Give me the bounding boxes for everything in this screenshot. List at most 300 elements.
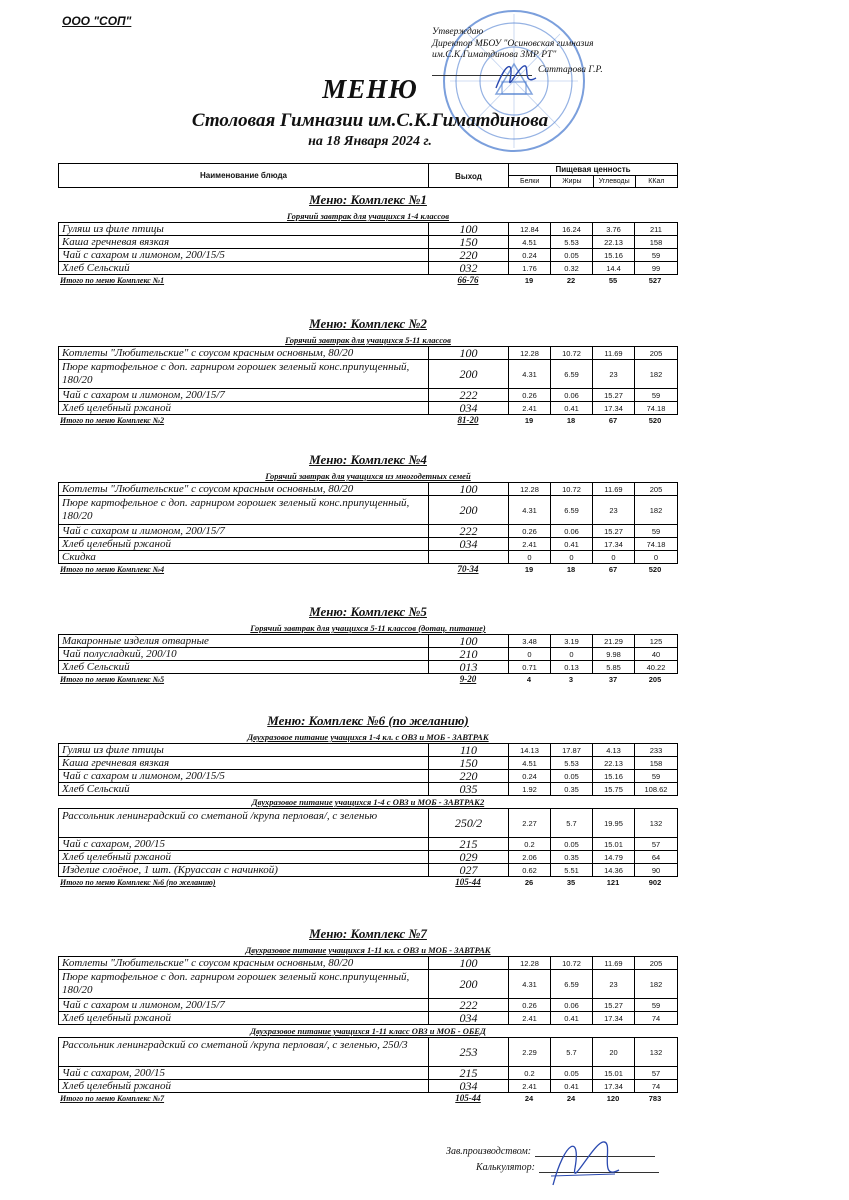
- table-header: [58, 163, 678, 188]
- dish-carbs: 15.27: [593, 999, 635, 1011]
- dish-kcal: 57: [651, 840, 661, 849]
- dish-protein: 0.26: [509, 389, 551, 401]
- dish-kcal: 40: [651, 650, 661, 659]
- footer-calculator-label: Калькулятор:: [476, 1162, 535, 1173]
- dish-carbs: 15.75: [593, 783, 635, 795]
- dish-table: [58, 808, 678, 877]
- dish-name: Пюре картофельное с доп. гарниром горошек зеленый конс.припущенный, 180/20: [59, 496, 429, 524]
- table-row: [58, 851, 678, 864]
- dish-carbs: 4.13: [593, 744, 635, 756]
- menu-date: на 18 Января 2024 г.: [308, 134, 432, 149]
- dish-kcal: 205: [649, 485, 663, 494]
- total-carbs: 120: [606, 1094, 620, 1103]
- dish-protein: 2.41: [509, 402, 551, 414]
- total-protein: 19: [524, 565, 534, 574]
- dish-carbs: 20: [593, 1038, 635, 1066]
- dish-name: Хлеб Сельский: [59, 783, 429, 795]
- total-carbs: 37: [608, 675, 618, 684]
- footer-calculator: [476, 1162, 659, 1173]
- total-fat: 18: [566, 565, 576, 574]
- dish-carbs: 17.34: [593, 1080, 635, 1092]
- table-row: [58, 1067, 678, 1080]
- dish-fat: 0.35: [551, 851, 593, 863]
- dish-fat: 10.72: [551, 957, 593, 969]
- total-label: Итого по меню Комплекс №1: [60, 276, 165, 285]
- total-fat: 24: [566, 1094, 576, 1103]
- dish-carbs: 3.76: [593, 223, 635, 235]
- dish-output: 253: [429, 1038, 509, 1066]
- dish-fat: 0.35: [551, 783, 593, 795]
- group-subtitle: Горячий завтрак для учащихся 5-11 классов: [285, 335, 451, 345]
- dish-output: 027: [429, 864, 509, 876]
- dish-protein: 12.84: [509, 223, 551, 235]
- dish-carbs: 11.69: [593, 347, 635, 359]
- dish-protein: 4.31: [509, 360, 551, 388]
- total-output: 105-44: [455, 877, 481, 887]
- dish-protein: 0.24: [509, 770, 551, 782]
- section-title: Меню: Комплекс №4: [309, 452, 427, 467]
- approval-signer: Саттарова Г.Р.: [538, 64, 603, 75]
- table-row: [58, 483, 678, 496]
- dish-output: 100: [429, 483, 509, 495]
- dish-output: 100: [429, 347, 509, 359]
- dish-name: Чай с сахаром и лимоном, 200/15/5: [59, 249, 429, 261]
- dish-fat: 0: [551, 551, 593, 563]
- header-fat: Жиры: [551, 176, 593, 187]
- dish-protein: 0: [509, 551, 551, 563]
- section-title: Меню: Комплекс №2: [309, 316, 427, 331]
- dish-carbs: 17.34: [593, 1012, 635, 1024]
- dish-kcal: 132: [649, 819, 663, 828]
- dish-kcal: 57: [651, 1069, 661, 1078]
- dish-protein: 12.28: [509, 483, 551, 495]
- total-label: Итого по меню Комплекс №5: [60, 675, 165, 684]
- dish-protein: 1.92: [509, 783, 551, 795]
- dish-kcal: 74: [651, 1082, 661, 1091]
- dish-carbs: 23: [593, 496, 635, 524]
- dish-output: 034: [429, 402, 509, 414]
- dish-name: Чай с сахаром и лимоном, 200/15/7: [59, 999, 429, 1011]
- dish-output: 013: [429, 661, 509, 673]
- total-label: Итого по меню Комплекс №4: [60, 565, 165, 574]
- group-subtitle: Двухразовое питание учащихся 1-11 кл. с ОВЗ и МОБ - ЗАВТРАК: [245, 945, 491, 955]
- header-kcal: ККал: [648, 178, 665, 185]
- dish-name: Чай с сахаром и лимоном, 200/15/7: [59, 389, 429, 401]
- dish-output: 200: [429, 496, 509, 524]
- dish-output: 100: [429, 223, 509, 235]
- section-title: Меню: Комплекс №5: [309, 604, 427, 619]
- dish-kcal: 59: [651, 391, 661, 400]
- dish-name: Котлеты "Любительские" с соусом красным основным, 80/20: [59, 483, 429, 495]
- dish-name: Хлеб Сельский: [59, 661, 429, 673]
- dish-output: 034: [429, 1012, 509, 1024]
- table-row: [58, 360, 678, 389]
- total-protein: 19: [524, 276, 534, 285]
- group-subtitle: Двухразовое питание учащихся 1-11 класс ОВЗ и МОБ - ОБЕД: [250, 1026, 486, 1036]
- dish-protein: 4.51: [509, 236, 551, 248]
- dish-protein: 0.24: [509, 249, 551, 261]
- dish-kcal: 74.18: [646, 404, 666, 413]
- dish-fat: 0.41: [551, 538, 593, 550]
- dish-output: 250/2: [429, 809, 509, 837]
- dish-name: Чай с сахаром и лимоном, 200/15/7: [59, 525, 429, 537]
- dish-name: Гуляш из филе птицы: [59, 223, 429, 235]
- menu-title: МЕНЮ: [322, 74, 418, 104]
- menu-subtitle: Столовая Гимназии им.С.К.Гиматдинова: [191, 110, 549, 131]
- section-title: Меню: Комплекс №7: [309, 926, 427, 941]
- table-row: [58, 838, 678, 851]
- dish-carbs: 14.4: [593, 262, 635, 274]
- dish-kcal: 158: [649, 238, 663, 247]
- footer-producer: [446, 1146, 655, 1157]
- total-output: 81-20: [457, 415, 479, 425]
- dish-protein: 0.71: [509, 661, 551, 673]
- dish-kcal: 99: [651, 264, 661, 273]
- table-row: [58, 744, 678, 757]
- dish-name: Пюре картофельное с доп. гарниром горошек зеленый конс.припущенный, 180/20: [59, 360, 429, 388]
- dish-protein: 2.29: [509, 1038, 551, 1066]
- dish-protein: 0.26: [509, 525, 551, 537]
- dish-kcal: 125: [649, 637, 663, 646]
- dish-fat: 0.41: [551, 1080, 593, 1092]
- dish-output: 032: [429, 262, 509, 274]
- table-row: [58, 757, 678, 770]
- total-output: 105-44: [455, 1093, 481, 1103]
- dish-protein: 0.2: [509, 838, 551, 850]
- group-subtitle: Горячий завтрак для учащихся из многодетных семей: [265, 471, 471, 481]
- dish-kcal: 90: [651, 866, 661, 875]
- total-protein: 4: [526, 675, 532, 684]
- dish-output: 220: [429, 249, 509, 261]
- menu-section: [58, 192, 678, 287]
- dish-kcal: 59: [651, 251, 661, 260]
- dish-fat: 16.24: [551, 223, 593, 235]
- table-row: [58, 783, 678, 796]
- header-carbs: Углеводы: [594, 176, 636, 187]
- dish-protein: 2.27: [509, 809, 551, 837]
- header-dish-name: Наименование блюда: [59, 164, 429, 187]
- dish-kcal: 108.62: [644, 785, 668, 794]
- dish-fat: 0.41: [551, 402, 593, 414]
- dish-table: [58, 346, 678, 415]
- dish-protein: 12.28: [509, 347, 551, 359]
- dish-protein: 0.62: [509, 864, 551, 876]
- total-output: 66-76: [457, 275, 479, 285]
- menu-section: [58, 713, 678, 889]
- dish-kcal: 59: [651, 527, 661, 536]
- table-row: [58, 970, 678, 999]
- table-row: [58, 648, 678, 661]
- dish-name: Чай с сахаром и лимоном, 200/15/5: [59, 770, 429, 782]
- dish-carbs: 15.01: [593, 838, 635, 850]
- table-row: [58, 262, 678, 275]
- dish-table: [58, 743, 678, 796]
- section-total: [58, 1093, 678, 1105]
- dish-name: Хлеб целебный ржаной: [59, 402, 429, 414]
- dish-fat: 0.06: [551, 389, 593, 401]
- total-protein: 24: [524, 1094, 534, 1103]
- group-subtitle: Горячий завтрак для учащихся 1-4 классов: [286, 211, 450, 221]
- dish-carbs: 15.27: [593, 525, 635, 537]
- dish-output: 034: [429, 1080, 509, 1092]
- section-total: [58, 564, 678, 576]
- menu-section: [58, 926, 678, 1105]
- dish-output: 222: [429, 389, 509, 401]
- dish-fat: 5.7: [551, 1038, 593, 1066]
- dish-kcal: 0: [653, 553, 659, 562]
- dish-protein: 4.51: [509, 757, 551, 769]
- dish-carbs: 11.69: [593, 483, 635, 495]
- dish-kcal: 211: [650, 225, 662, 234]
- total-kcal: 520: [648, 416, 662, 425]
- dish-kcal: 158: [649, 759, 663, 768]
- dish-fat: 0.06: [551, 999, 593, 1011]
- dish-fat: 10.72: [551, 347, 593, 359]
- dish-output: 222: [429, 525, 509, 537]
- dish-fat: 5.53: [551, 757, 593, 769]
- dish-carbs: 15.16: [593, 249, 635, 261]
- dish-protein: 4.31: [509, 970, 551, 998]
- dish-output: 215: [429, 1067, 509, 1079]
- dish-name: Хлеб Сельский: [59, 262, 429, 274]
- dish-carbs: 15.01: [593, 1067, 635, 1079]
- total-kcal: 902: [648, 878, 662, 887]
- dish-protein: 4.31: [509, 496, 551, 524]
- dish-kcal: 233: [649, 746, 663, 755]
- dish-fat: 0: [551, 648, 593, 660]
- dish-output: 222: [429, 999, 509, 1011]
- dish-carbs: 21.29: [593, 635, 635, 647]
- dish-protein: 3.48: [509, 635, 551, 647]
- section-title: Меню: Комплекс №1: [309, 192, 427, 207]
- dish-carbs: 23: [593, 360, 635, 388]
- total-carbs: 67: [608, 565, 618, 574]
- dish-kcal: 132: [649, 1048, 663, 1057]
- dish-fat: 0.06: [551, 525, 593, 537]
- dish-table: [58, 482, 678, 564]
- dish-table: [58, 1037, 678, 1093]
- dish-name: Котлеты "Любительские" с соусом красным основным, 80/20: [59, 347, 429, 359]
- dish-carbs: 9.98: [593, 648, 635, 660]
- total-carbs: 55: [608, 276, 618, 285]
- dish-kcal: 205: [649, 959, 663, 968]
- dish-name: Хлеб целебный ржаной: [59, 1012, 429, 1024]
- table-row: [58, 1038, 678, 1067]
- total-fat: 22: [566, 276, 576, 285]
- dish-protein: 2.41: [509, 1080, 551, 1092]
- approval-caption: Утверждаю: [432, 27, 484, 37]
- dish-output: 029: [429, 851, 509, 863]
- dish-protein: 0: [509, 648, 551, 660]
- dish-carbs: 17.34: [593, 538, 635, 550]
- dish-carbs: 19.95: [593, 809, 635, 837]
- dish-name: Каша гречневая вязкая: [59, 236, 429, 248]
- table-row: [58, 1012, 678, 1025]
- dish-kcal: 74.18: [646, 540, 666, 549]
- footer-producer-label: Зав.производством:: [446, 1146, 532, 1157]
- dish-kcal: 40.22: [646, 663, 666, 672]
- dish-output: 210: [429, 648, 509, 660]
- table-row: [58, 999, 678, 1012]
- dish-output: 035: [429, 783, 509, 795]
- header-nutrition: Пищевая ценность: [509, 164, 677, 176]
- total-label: Итого по меню Комплекс №2: [60, 416, 165, 425]
- total-kcal: 520: [648, 565, 662, 574]
- table-row: [58, 551, 678, 564]
- dish-protein: 2.06: [509, 851, 551, 863]
- dish-carbs: 14.36: [593, 864, 635, 876]
- dish-fat: 6.59: [551, 970, 593, 998]
- dish-carbs: 15.27: [593, 389, 635, 401]
- table-row: [58, 347, 678, 360]
- group-subtitle: Двухразовое питание учащихся 1-4 с ОВЗ и МОБ - ЗАВТРАК2: [251, 797, 485, 807]
- dish-carbs: 23: [593, 970, 635, 998]
- dish-kcal: 182: [649, 980, 663, 989]
- dish-protein: 0.26: [509, 999, 551, 1011]
- total-protein: 19: [524, 416, 534, 425]
- dish-table: [58, 634, 678, 674]
- dish-fat: 3.19: [551, 635, 593, 647]
- dish-name: Изделие слоёное, 1 шт. (Круассан с начинкой): [59, 864, 429, 876]
- menu-section: [58, 604, 678, 686]
- dish-fat: 5.53: [551, 236, 593, 248]
- dish-protein: 1.76: [509, 262, 551, 274]
- dish-output: 220: [429, 770, 509, 782]
- dish-name: Чай с сахаром, 200/15: [59, 1067, 429, 1079]
- section-total: [58, 275, 678, 287]
- table-row: [58, 538, 678, 551]
- section-total: [58, 877, 678, 889]
- dish-fat: 0.41: [551, 1012, 593, 1024]
- total-output: 9-20: [459, 674, 477, 684]
- total-protein: 26: [524, 878, 534, 887]
- dish-carbs: 11.69: [593, 957, 635, 969]
- dish-output: 100: [429, 635, 509, 647]
- dish-fat: 10.72: [551, 483, 593, 495]
- dish-output: 200: [429, 360, 509, 388]
- dish-name: Рассольник ленинградский со сметаной /крупа перловая/, с зеленью: [59, 809, 429, 837]
- total-fat: 3: [568, 675, 574, 684]
- dish-name: Каша гречневая вязкая: [59, 757, 429, 769]
- group-subtitle: Горячий завтрак для учащихся 5-11 классов (дотац. питание): [250, 623, 486, 633]
- dish-carbs: 14.79: [593, 851, 635, 863]
- dish-table: [58, 956, 678, 1025]
- dish-protein: 14.13: [509, 744, 551, 756]
- dish-protein: 0.2: [509, 1067, 551, 1079]
- dish-name: Гуляш из филе птицы: [59, 744, 429, 756]
- dish-fat: 6.59: [551, 360, 593, 388]
- group-subtitle: Двухразовое питание учащихся 1-4 кл. с ОВЗ и МОБ - ЗАВТРАК: [247, 732, 489, 742]
- dish-fat: 5.7: [551, 809, 593, 837]
- dish-kcal: 205: [649, 349, 663, 358]
- menu-section: [58, 316, 678, 427]
- organization-name: ООО "СОП": [62, 14, 132, 28]
- dish-name: Хлеб целебный ржаной: [59, 1080, 429, 1092]
- dish-output: 034: [429, 538, 509, 550]
- table-row: [58, 223, 678, 236]
- dish-fat: 0.05: [551, 249, 593, 261]
- dish-fat: 0.05: [551, 1067, 593, 1079]
- total-kcal: 783: [648, 1094, 662, 1103]
- dish-kcal: 182: [649, 506, 663, 515]
- dish-name: Хлеб целебный ржаной: [59, 538, 429, 550]
- header-protein: Белки: [509, 176, 551, 187]
- dish-fat: 0.05: [551, 838, 593, 850]
- dish-carbs: 15.16: [593, 770, 635, 782]
- dish-output: 200: [429, 970, 509, 998]
- table-row: [58, 864, 678, 877]
- total-label: Итого по меню Комплекс №6 (по желанию): [60, 878, 216, 887]
- dish-kcal: 182: [649, 370, 663, 379]
- dish-protein: 2.41: [509, 538, 551, 550]
- table-row: [58, 957, 678, 970]
- section-total: [58, 674, 678, 686]
- dish-name: Котлеты "Любительские" с соусом красным основным, 80/20: [59, 957, 429, 969]
- dish-name: Чай с сахаром, 200/15: [59, 838, 429, 850]
- dish-name: Скидка: [59, 551, 429, 563]
- menu-section: [58, 452, 678, 576]
- dish-output: 150: [429, 757, 509, 769]
- dish-fat: 17.87: [551, 744, 593, 756]
- header-output: Выход: [429, 164, 509, 187]
- dish-name: Хлеб целебный ржаной: [59, 851, 429, 863]
- dish-protein: 2.41: [509, 1012, 551, 1024]
- dish-carbs: 17.34: [593, 402, 635, 414]
- table-row: [58, 402, 678, 415]
- total-fat: 35: [566, 878, 576, 887]
- table-row: [58, 236, 678, 249]
- dish-fat: 0.32: [551, 262, 593, 274]
- dish-kcal: 64: [651, 853, 661, 862]
- dish-protein: 12.28: [509, 957, 551, 969]
- table-row: [58, 249, 678, 262]
- dish-output: 215: [429, 838, 509, 850]
- total-kcal: 205: [648, 675, 662, 684]
- dish-carbs: 22.13: [593, 757, 635, 769]
- dish-name: Чай полусладкий, 200/10: [59, 648, 429, 660]
- table-row: [58, 496, 678, 525]
- total-carbs: 121: [606, 878, 620, 887]
- dish-kcal: 74: [651, 1014, 661, 1023]
- dish-output: 100: [429, 957, 509, 969]
- section-title: Меню: Комплекс №6 (по желанию): [267, 713, 469, 728]
- table-row: [58, 809, 678, 838]
- dish-output: 110: [429, 744, 509, 756]
- table-row: [58, 661, 678, 674]
- dish-name: Пюре картофельное с доп. гарниром горошек зеленый конс.припущенный, 180/20: [59, 970, 429, 998]
- dish-kcal: 59: [651, 772, 661, 781]
- dish-kcal: 59: [651, 1001, 661, 1010]
- dish-carbs: 22.13: [593, 236, 635, 248]
- dish-name: Макаронные изделия отварные: [59, 635, 429, 647]
- dish-fat: 6.59: [551, 496, 593, 524]
- approval-director: Директор МБОУ "Осиновская гимназия: [432, 38, 594, 49]
- dish-fat: 0.05: [551, 770, 593, 782]
- table-row: [58, 525, 678, 538]
- section-total: [58, 415, 678, 427]
- dish-output: 150: [429, 236, 509, 248]
- total-fat: 18: [566, 416, 576, 425]
- dish-carbs: 5.85: [593, 661, 635, 673]
- table-row: [58, 635, 678, 648]
- dish-name: Рассольник ленинградский со сметаной /крупа перловая/, с зеленью, 250/3: [59, 1038, 429, 1066]
- dish-table: [58, 222, 678, 275]
- approval-school: им.С.К.Гиматдинова ЗМР РТ": [432, 50, 557, 60]
- dish-carbs: 0: [593, 551, 635, 563]
- total-carbs: 67: [608, 416, 618, 425]
- table-row: [58, 1080, 678, 1093]
- dish-fat: 5.51: [551, 864, 593, 876]
